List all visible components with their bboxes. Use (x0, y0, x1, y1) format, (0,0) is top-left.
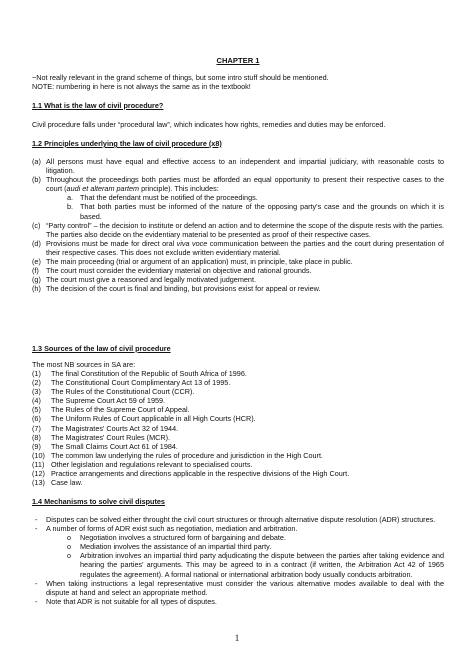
principle-b (32, 175, 444, 193)
bullet-item: - Note that ADR is not suitable for all types of disputes. (35, 596, 217, 606)
sub-bullet-marker: o (67, 551, 72, 561)
bullet-item: - When taking instructions a legal representative must consider the various alternative modes available to deal with the dispute at hand and select an appropriate method. (35, 578, 444, 597)
sub-text: That the defendant must be notified of the proceedings. (80, 193, 258, 203)
source-item: (9) The Small Claims Court Act 61 of 1984. (32, 441, 178, 451)
principle-text: The court must give a reasoned and legally motivated judgement. (46, 275, 256, 285)
source-item: (10) The common law underlying the rules of procedure and jurisdiction in the High Court. (32, 450, 324, 460)
source-item: (3) The Rules of the Constitutional Court (CCR). (32, 387, 195, 397)
principle-c (32, 221, 444, 239)
principle-text: Provisions must be made for direct oral viva voce communication between the parties and the court during presentation of their respective cases. This does not exclude written evidentiary material. (46, 238, 445, 257)
source-item: (12) Practice arrangements and directions applicable in the respective divisions of the High Court. (32, 469, 350, 479)
principle-b-sub-a (32, 193, 444, 202)
list-marker: a. (67, 193, 74, 203)
principle-text: The decision of the court is final and binding, but provisions exist for appeal or review. (46, 284, 321, 294)
list-marker: (b) (32, 175, 41, 185)
principle-h (32, 284, 444, 293)
list-marker: (a) (32, 157, 41, 166)
principle-a (32, 157, 444, 175)
section-1-2-heading: 1.2 Principles underlying the law of civil procedure (x8) (32, 139, 222, 148)
intro (32, 73, 444, 91)
intro-line-1: ~Not really relevant in the grand scheme of things, but some intro stuff should be mentioned. (32, 73, 329, 82)
section-1-1-heading: 1.1 What is the law of civil procedure? (32, 101, 164, 110)
bullet-marker: - (35, 515, 38, 524)
principle-d (32, 239, 444, 257)
sub-bullet-item: o Negotiation involves a structured form of bargaining and debate. (67, 533, 286, 543)
source-item: (6) The Uniform Rules of Court applicable in all High Courts (HCR). (32, 414, 256, 424)
principle-g (32, 275, 444, 284)
principle-text: All persons must have equal and effective access to an independent and impartial judiciary, with reasonable costs to litigation. (46, 157, 444, 176)
principles-list (32, 157, 444, 293)
source-item: (7) The Magistrates' Courts Act 32 of 1944. (32, 423, 179, 433)
chapter-title: CHAPTER 1 (216, 56, 260, 65)
sub-bullet-item: o Mediation involves the assistance of an impartial third party. (67, 542, 272, 552)
principle-e (32, 257, 444, 266)
list-marker: (e) (32, 257, 41, 267)
mechanisms-list (32, 515, 444, 606)
page-number: 1 (234, 633, 240, 643)
principle-f (32, 266, 444, 275)
principle-text: Throughout the proceedings both parties must be afforded an equal opportunity to present their respective cases to the court (audi et alteram partem principle). This includes: (46, 175, 444, 194)
section-1-1-text: Civil procedure falls under “procedural law”, which indicates how rights, remedies and duties may be enforced. (32, 120, 386, 129)
source-item: (11) Other legislation and regulations relevant to specialised courts. (32, 459, 253, 469)
intro-line-2: NOTE: numbering in here is not always the same as in the textbook! (32, 82, 251, 92)
latin-term: audi et alteram partem (66, 184, 140, 194)
source-item: (2) The Constitutional Court Complimentary Act 13 of 1995. (32, 378, 231, 388)
list-marker: (c) (32, 220, 41, 230)
principle-text: The court must consider the evidentiary material on objective and rational grounds. (46, 266, 312, 276)
sub-bullet-item: o Arbitration involves an impartial third party adjudicating the dispute between the parties after taking evidence and hearing the parties' arguments. This may be agreed to in a contract (if written, the Arbitration Act 42 of 1965 regulates the agreement). A formal national or international arbitration body usually conducts arbitration. (67, 551, 444, 579)
sub-bullet-marker: o (67, 542, 72, 552)
sources-lead: The most NB sources in SA are: (32, 360, 136, 369)
source-item: (8) The Magistrates' Court Rules (MCR). (32, 432, 171, 442)
bullet-marker: - (35, 596, 38, 606)
section-1-3-heading: 1.3 Sources of the law of civil procedure (32, 344, 171, 353)
sub-text: That both parties must be informed of the nature of the opposing party's case and the grounds on which it is based. (80, 202, 444, 221)
section-1-4-heading: 1.4 Mechanisms to solve civil disputes (32, 497, 165, 506)
list-marker: (f) (32, 266, 39, 276)
bullet-item: - Disputes can be solved either throught the civil court structures or through alternative dispute resolution (ADR) structures. (35, 515, 436, 524)
list-marker: (g) (32, 275, 41, 285)
sub-bullet-marker: o (67, 533, 72, 543)
source-item: (1) The final Constitution of the Republic of South Africa of 1996. (32, 369, 247, 378)
list-marker: b. (67, 202, 74, 212)
source-item: (5) The Rules of the Supreme Court of Appeal. (32, 405, 190, 415)
bullet-marker: - (35, 578, 38, 588)
source-item: (4) The Supreme Court Act 59 of 1959. (32, 396, 166, 406)
list-marker: (h) (32, 284, 41, 294)
list-marker: (d) (32, 238, 41, 248)
bullet-marker: - (35, 524, 38, 534)
principle-b-sub-b (32, 202, 444, 220)
principle-text: The main proceeding (trial or argument of an application) must, in principle, take place in public. (46, 257, 353, 267)
source-item: (13) Case law. (32, 478, 83, 488)
latin-term: viva voce (176, 238, 208, 248)
principle-text: “Party control” – the decision to institute or defend an action and to determine the scope of the dispute rests with the parties. The parties also decide on the evidentiary material to be presented as proof of their respective cases. (46, 220, 444, 239)
sources-list (32, 369, 444, 487)
bullet-item: - A number of forms of ADR exist such as negotiation, mediation and arbitration. (35, 524, 298, 534)
